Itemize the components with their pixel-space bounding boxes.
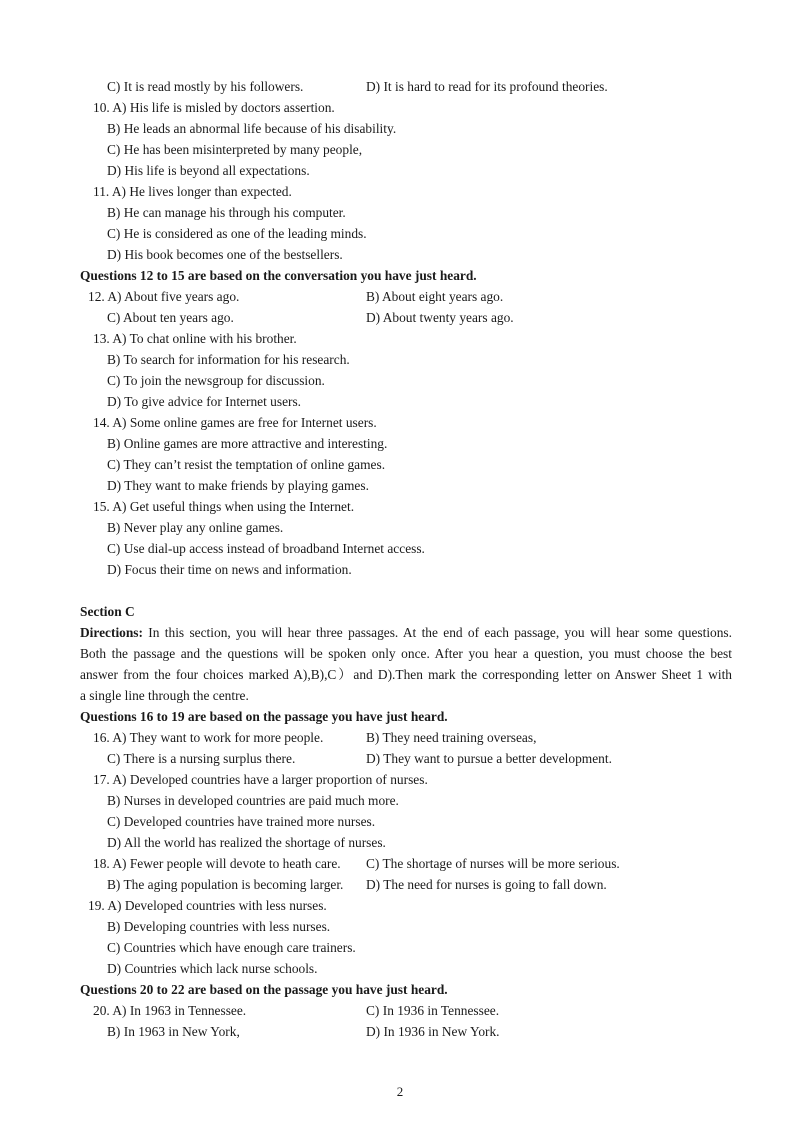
q14-option-d: D) They want to make friends by playing games. [107, 478, 369, 493]
section-c-title: Section C [80, 604, 135, 619]
directions-line-1 [80, 625, 732, 641]
q19-option-a: 19. A) Developed countries with less nurses. [88, 898, 327, 913]
q20-option-a: 20. A) In 1963 in Tennessee. [93, 1003, 247, 1018]
q18-option-c: C) The shortage of nurses will be more serious. [366, 856, 620, 871]
directions-line-3: answer from the four choices marked A),B),C）and D).Then mark the corresponding letter on Answer Sheet 1 with [80, 667, 732, 682]
q10-option-d: D) His life is beyond all expectations. [107, 163, 310, 178]
q20-option-d: D) In 1936 in New York. [366, 1024, 500, 1039]
q11-option-a: 11. A) He lives longer than expected. [93, 184, 292, 199]
q11-option-c: C) He is considered as one of the leading minds. [107, 226, 367, 241]
directions-line-2: Both the passage and the questions will be spoken only once. After you hear a question, you must choose the best [80, 646, 732, 661]
directions-text-1: In this section, you will hear three passages. At the end of each passage, you will hear some questions. [142, 625, 732, 640]
q16-option-b: B) They need training overseas, [366, 730, 537, 745]
q18-option-d: D) The need for nurses is going to fall down. [366, 877, 607, 892]
heading-questions-12-15: Questions 12 to 15 are based on the conversation you have just heard. [80, 268, 477, 283]
q17-option-a: 17. A) Developed countries have a larger proportion of nurses. [93, 772, 428, 787]
q14-option-a: 14. A) Some online games are free for Internet users. [93, 415, 377, 430]
q19-option-d: D) Countries which lack nurse schools. [107, 961, 318, 976]
q13-option-b: B) To search for information for his research. [107, 352, 350, 367]
q13-option-d: D) To give advice for Internet users. [107, 394, 302, 409]
q18-option-b: B) The aging population is becoming larger. [107, 877, 344, 892]
q13-option-c: C) To join the newsgroup for discussion. [107, 373, 325, 388]
q13-option-a: 13. A) To chat online with his brother. [93, 331, 297, 346]
directions-line-4: a single line through the centre. [80, 688, 249, 703]
q17-option-b: B) Nurses in developed countries are paid much more. [107, 793, 399, 808]
q16-option-c: C) There is a nursing surplus there. [107, 751, 296, 766]
q9-option-c: C) It is read mostly by his followers. [107, 79, 304, 94]
q20-option-b: B) In 1963 in New York, [107, 1024, 240, 1039]
q19-option-c: C) Countries which have enough care trainers. [107, 940, 356, 955]
q16-option-d: D) They want to pursue a better development. [366, 751, 612, 766]
q17-option-c: C) Developed countries have trained more nurses. [107, 814, 376, 829]
q12-option-c: C) About ten years ago. [107, 310, 234, 325]
q12-option-a: 12. A) About five years ago. [88, 289, 240, 304]
q14-option-c: C) They can’t resist the temptation of online games. [107, 457, 386, 472]
q20-option-c: C) In 1936 in Tennessee. [366, 1003, 500, 1018]
q15-option-b: B) Never play any online games. [107, 520, 284, 535]
q9-option-d: D) It is hard to read for its profound theories. [366, 79, 608, 94]
heading-questions-20-22: Questions 20 to 22 are based on the passage you have just heard. [80, 982, 448, 997]
q15-option-d: D) Focus their time on news and information. [107, 562, 352, 577]
q14-option-b: B) Online games are more attractive and interesting. [107, 436, 388, 451]
directions-label: Directions: [80, 625, 143, 640]
q10-option-c: C) He has been misinterpreted by many people, [107, 142, 363, 157]
q17-option-d: D) All the world has realized the shortage of nurses. [107, 835, 386, 850]
q12-option-d: D) About twenty years ago. [366, 310, 514, 325]
q10-option-b: B) He leads an abnormal life because of his disability. [107, 121, 397, 136]
q10-option-a: 10. A) His life is misled by doctors assertion. [93, 100, 335, 115]
q11-option-d: D) His book becomes one of the bestsellers. [107, 247, 343, 262]
page-number: 2 [396, 1084, 404, 1099]
q11-option-b: B) He can manage his through his computer. [107, 205, 346, 220]
q15-option-c: C) Use dial-up access instead of broadband Internet access. [107, 541, 425, 556]
q18-option-a: 18. A) Fewer people will devote to heath care. [93, 856, 341, 871]
heading-questions-16-19: Questions 16 to 19 are based on the passage you have just heard. [80, 709, 448, 724]
q19-option-b: B) Developing countries with less nurses. [107, 919, 331, 934]
q15-option-a: 15. A) Get useful things when using the Internet. [93, 499, 355, 514]
q12-option-b: B) About eight years ago. [366, 289, 504, 304]
q16-option-a: 16. A) They want to work for more people. [93, 730, 324, 745]
